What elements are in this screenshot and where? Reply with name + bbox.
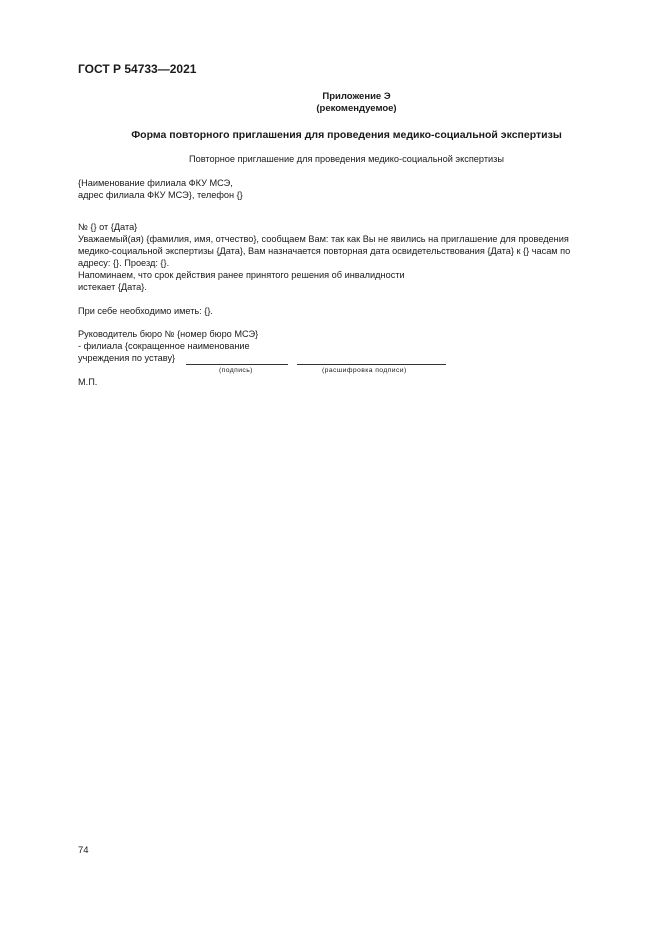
signature-decode-caption: (расшифровка подписи): [322, 367, 407, 374]
page-number: 74: [78, 845, 89, 856]
branch-name-line: {Наименование филиала ФКУ МСЭ,: [78, 178, 233, 188]
signature-underline: [186, 364, 288, 365]
form-subtitle: Повторное приглашение для проведения медико-социальной экспертизы: [189, 154, 504, 164]
document-code: ГОСТ Р 54733—2021: [78, 62, 197, 76]
appendix-title: Приложение Э: [322, 91, 391, 102]
signatory-line: - филиала {сокращенное наименование: [78, 341, 250, 351]
bring-documents-line: При себе необходимо иметь: {}.: [78, 306, 213, 316]
letter-number-line: № {} от {Дата}: [78, 222, 138, 232]
letter-paragraph-line: Уважаемый(ая) {фамилия, имя, отчество}, сообщаем Вам: так как Вы не явились на приглашение для проведения: [78, 234, 569, 244]
reminder-line: Напоминаем, что срок действия ранее принятого решения об инвалидности: [78, 270, 405, 280]
signatory-line: Руководитель бюро № {номер бюро МСЭ}: [78, 329, 259, 339]
form-title: Форма повторного приглашения для проведения медико-социальной экспертизы: [131, 129, 562, 141]
letter-paragraph-line: медико-социальной экспертизы {Дата}, Вам назначается повторная дата освидетельствования {Дата} к {} часам по: [78, 246, 571, 256]
signature-caption: (подпись): [219, 367, 253, 374]
branch-address-line: адрес филиала ФКУ МСЭ}, телефон {}: [78, 190, 243, 200]
appendix-subtitle: (рекомендуемое): [316, 103, 397, 114]
signatory-line: учреждения по уставу}: [78, 353, 176, 363]
stamp-place-label: М.П.: [78, 377, 98, 387]
letter-paragraph-line: адресу: {}. Проезд: {}.: [78, 258, 170, 268]
reminder-line: истекает {Дата}.: [78, 282, 147, 292]
signature-decode-underline: [297, 364, 446, 365]
